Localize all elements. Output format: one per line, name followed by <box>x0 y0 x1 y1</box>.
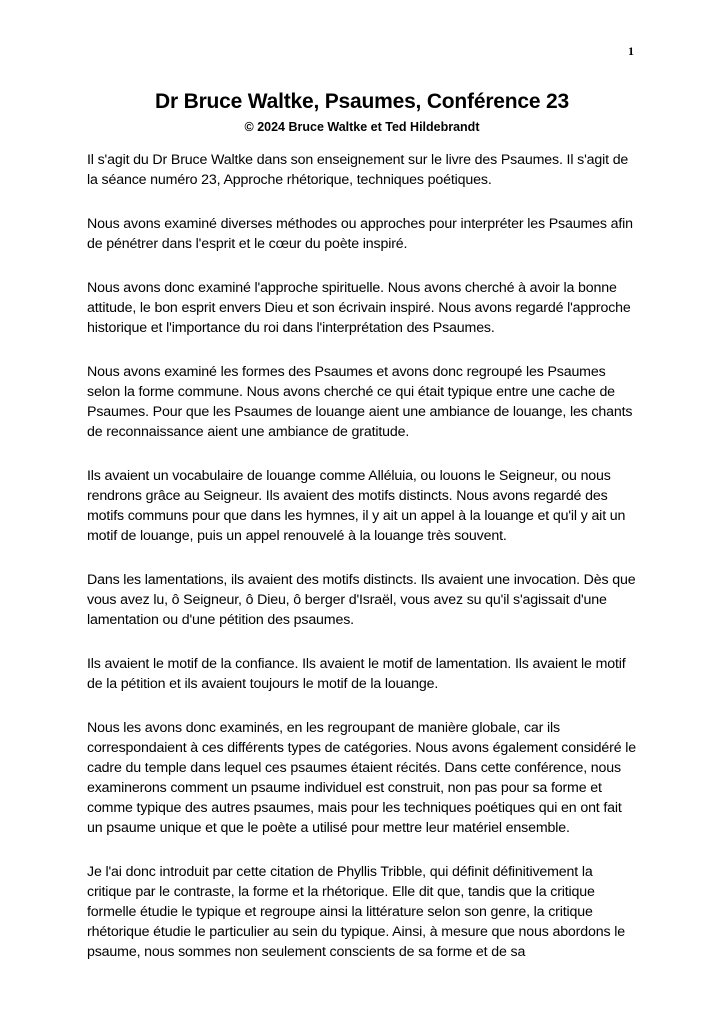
paragraph-4: Nous avons examiné les formes des Psaumes et avons donc regroupé les Psaumes selon la forme commune. Nous avons cherché ce qui était typique entre une cache de Psaumes. Pour que les Psaumes de louange aient une ambiance de louange, les chants de reconnaissance aient une ambiance de gratitude. <box>87 364 633 440</box>
copyright-line: © 2024 Bruce Waltke et Ted Hildebrandt <box>244 120 480 134</box>
paragraph-9: Je l'ai donc introduit par cette citation de Phyllis Tribble, qui définit définitivement la critique par le contraste, la forme et la rhétorique. Elle dit que, tandis que la critique formelle étudie le typique et regroupe ainsi la littérature selon son genre, la critique rhétorique étudie le particulier au sein du typique. Ainsi, à mesure que nous abordons le psaume, nous sommes non seulement conscients de sa forme et de sa <box>87 864 625 960</box>
paragraph-6: Dans les lamentations, ils avaient des motifs distincts. Ils avaient une invocation. Dès que vous avez lu, ô Seigneur, ô Dieu, ô berger d'Israël, vous avez su qu'il s'agissait d'une lamentation ou d'une pétition des psaumes. <box>87 572 636 628</box>
paragraph-8: Nous les avons donc examinés, en les regroupant de manière globale, car ils correspondaient à ces différents types de catégories. Nous avons également considéré le cadre du temple dans lequel ces psaumes étaient récités. Dans cette conférence, nous examinerons comment un psaume individuel est construit, non pas pour sa forme et comme typique des autres psaumes, mais pour les techniques poétiques qui en ont fait un psaume unique et que le poète a utilisé pour mettre leur matériel ensemble. <box>87 720 637 836</box>
document-title: Dr Bruce Waltke, Psaumes, Conférence 23 <box>155 90 569 113</box>
paragraph-3: Nous avons donc examiné l'approche spirituelle. Nous avons cherché à avoir la bonne attitude, le bon esprit envers Dieu et son écrivain inspiré. Nous avons regardé l'approche historique et l'importance du roi dans l'interprétation des Psaumes. <box>87 280 631 336</box>
paragraph-2: Nous avons examiné diverses méthodes ou approches pour interpréter les Psaumes afin de pénétrer dans l'esprit et le cœur du poète inspiré. <box>87 216 633 252</box>
document-body <box>87 150 639 986</box>
page-number: 1 <box>628 44 634 58</box>
paragraph-5: Ils avaient un vocabulaire de louange comme Alléluia, ou louons le Seigneur, ou nous rendrons grâce au Seigneur. Ils avaient des motifs distincts. Nous avons regardé des motifs communs pour que dans les hymnes, il y ait un appel à la louange et qu'il y ait un motif de louange, puis un appel renouvelé à la louange très souvent. <box>87 468 626 544</box>
paragraph-7: Ils avaient le motif de la confiance. Ils avaient le motif de lamentation. Ils avaient le motif de la pétition et ils avaient toujours le motif de la louange. <box>87 656 626 692</box>
paragraph-1: Il s'agit du Dr Bruce Waltke dans son enseignement sur le livre des Psaumes. Il s'agit de la séance numéro 23, Approche rhétorique, techniques poétiques. <box>87 152 629 188</box>
